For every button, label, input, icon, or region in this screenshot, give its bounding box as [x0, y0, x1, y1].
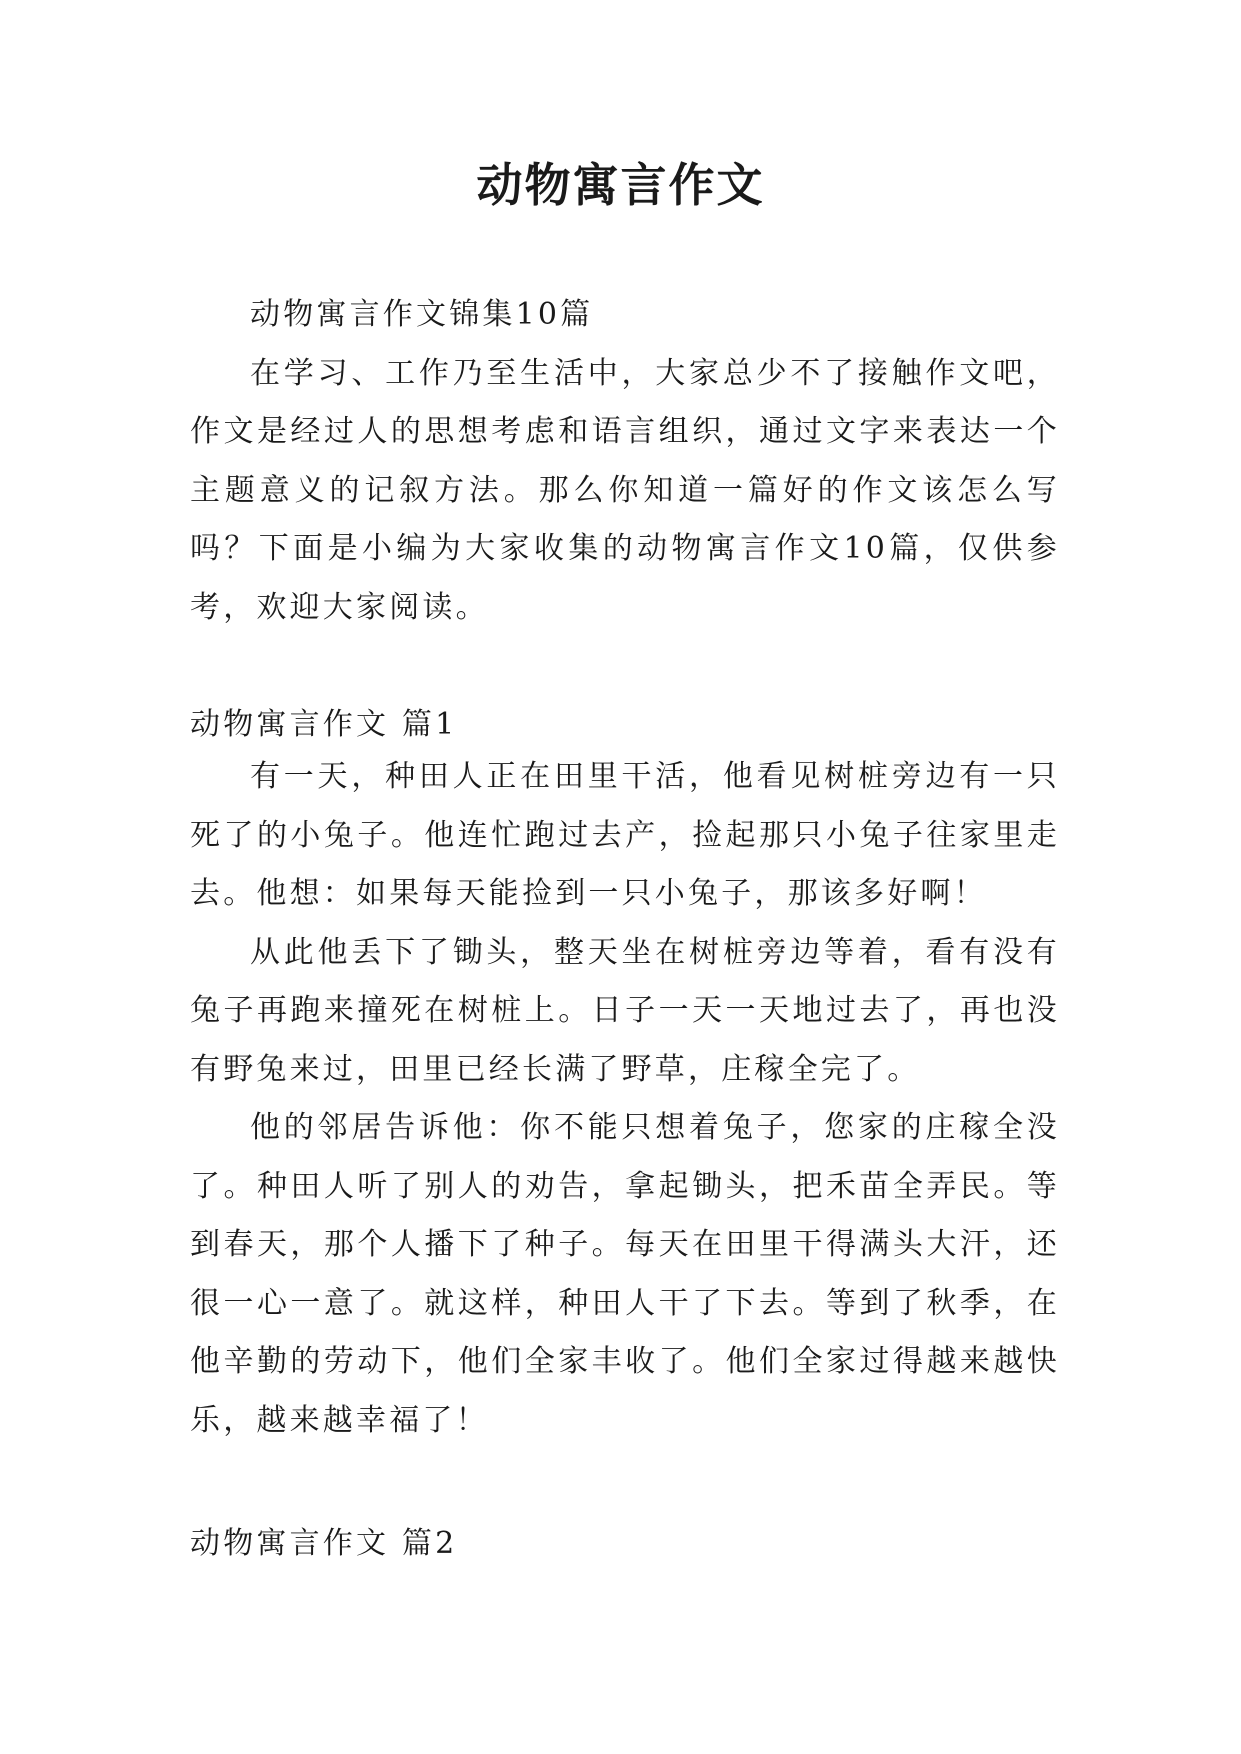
section-1-paragraph-3: 他的邻居告诉他：你不能只想着兔子，您家的庄稼全没了。种田人听了别人的劝告，拿起锄头，把禾苗全弄民。等到春天，那个人播下了种子。每天在田里干得满头大汗，还很一心一意了。就这样，种田人干了下去。等到了秋季，在他辛勤的劳动下，他们全家丰收了。他们全家过得越来越快乐，越来越幸福了！ [190, 1110, 1060, 1438]
document-title: 动物寓言作文 [476, 158, 765, 212]
section-1-body [190, 748, 1060, 1450]
document-subtitle: 动物寓言作文锦集10篇 [250, 297, 594, 332]
intro-paragraph: 在学习、工作乃至生活中，大家总少不了接触作文吧，作文是经过人的思想考虑和语言组织，通过文字来表达一个主题意义的记叙方法。那么你知道一篇好的作文该怎么写吗？下面是小编为大家收集的动物寓言作文10篇，仅供参考，欢迎大家阅读。 [190, 355, 1060, 625]
section-heading-1: 动物寓言作文 篇1 [190, 707, 458, 742]
section-1-paragraph-1: 有一天，种田人正在田里干活，他看见树桩旁边有一只死了的小兔子。他连忙跑过去产，捡起那只小兔子往家里走去。他想：如果每天能捡到一只小兔子，那该多好啊！ [190, 759, 1060, 911]
section-1-paragraph-2: 从此他丢下了锄头，整天坐在树桩旁边等着，看有没有兔子再跑来撞死在树桩上。日子一天一天地过去了，再也没有野兔来过，田里已经长满了野草，庄稼全完了。 [190, 934, 1060, 1087]
section-heading-2: 动物寓言作文 篇2 [190, 1526, 458, 1561]
intro-block [190, 286, 1060, 637]
